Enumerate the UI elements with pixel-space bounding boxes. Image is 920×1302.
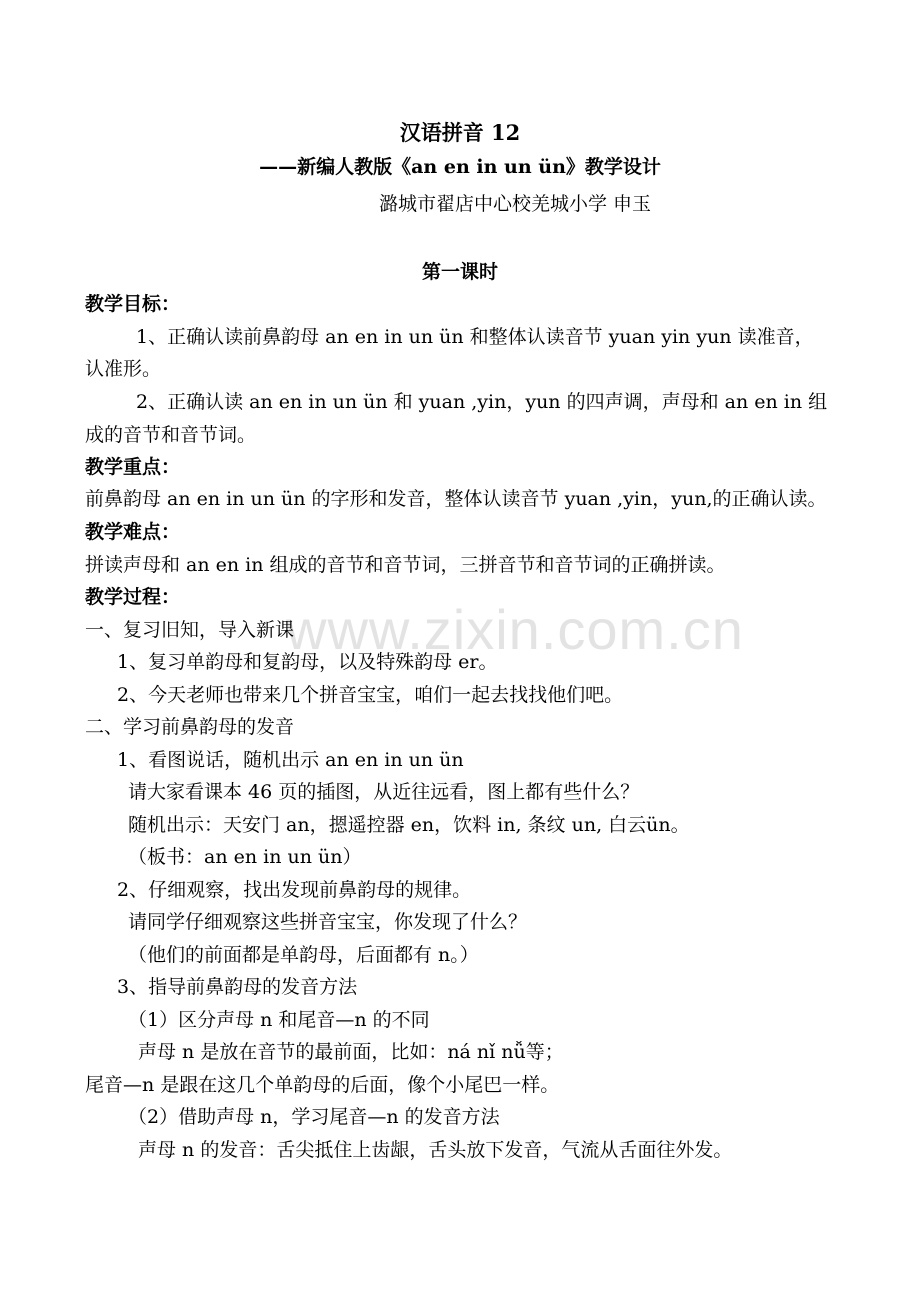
section-2-item-3: 3、指导前鼻韵母的发音方法 <box>117 976 358 998</box>
watermark: www.zixin.com.cn <box>286 598 744 661</box>
difficulties-text: 拼读声母和 an en in 组成的音节和音节词，三拼音节和音节词的正确拼读。 <box>85 554 726 576</box>
section-2-item-1: 1、看图说话，随机出示 an en in un ün <box>117 749 464 771</box>
section-2-item-2: 2、仔细观察，找出发现前鼻韵母的规律。 <box>117 879 472 901</box>
section-2-item-2-a: 请同学仔细观察这些拼音宝宝，你发现了什么？ <box>128 911 528 933</box>
difficulties-heading: 教学难点： <box>85 521 181 543</box>
document-title: 汉语拼音 12 <box>399 120 521 145</box>
section-2-item-3-a: （1）区分声母 n 和尾音—n 的不同 <box>128 1009 430 1031</box>
section-2-item-3-d: （2）借助声母 n，学习尾音—n 的发音方法 <box>128 1106 500 1128</box>
section-1-title: 一、复习旧知，导入新课 <box>85 619 295 641</box>
lesson-heading: 第一课时 <box>421 261 498 283</box>
objectives-heading: 教学目标： <box>85 293 181 315</box>
section-2-item-3-b: 声母 n 是放在音节的最前面，比如：ná nǐ nǚ等； <box>138 1041 564 1063</box>
objective-1: 1、正确认读前鼻韵母 an en in un ün 和整体认读音节 yuan yin yun 读准音， <box>136 326 814 348</box>
key-points-heading: 教学重点： <box>85 456 181 478</box>
objective-1-cont: 认准形。 <box>85 358 162 380</box>
objective-2: 2、正确认读 an en in un ün 和 yuan ,yin，yun 的四声调，声母和 an en in 组 <box>136 391 828 413</box>
section-2-item-3-e: 声母 n 的发音：舌尖抵住上齿龈，舌头放下发音，气流从舌面往外发。 <box>138 1139 733 1161</box>
section-2-item-1-a: 请大家看课本 46 页的插图，从近往远看，图上都有些什么？ <box>128 781 640 803</box>
document-subtitle: ——新编人教版《an en in un ün》教学设计 <box>259 156 661 178</box>
section-2-title: 二、学习前鼻韵母的发音 <box>85 716 295 738</box>
section-2-item-1-c: （板书：an en in un ün） <box>128 846 362 868</box>
section-2-item-2-b: （他们的前面都是单韵母，后面都有 n。） <box>128 944 479 966</box>
section-2-item-3-c: 尾音—n 是跟在这几个单韵母的后面，像个小尾巴一样。 <box>85 1074 560 1096</box>
process-heading: 教学过程： <box>85 586 181 608</box>
section-1-item-1: 1、复习单韵母和复韵母，以及特殊韵母 er。 <box>117 651 498 673</box>
section-1-item-2: 2、今天老师也带来几个拼音宝宝，咱们一起去找找他们吧。 <box>117 684 624 706</box>
section-2-item-1-b: 随机出示：天安门 an，摁遥控器 en，饮料 in, 条纹 un, 白云ün。 <box>128 814 690 836</box>
objective-2-cont: 成的音节和音节词。 <box>85 424 257 446</box>
key-points-text: 前鼻韵母 an en in un ün 的字形和发音，整体认读音节 yuan ,yin，yun,的正确认读。 <box>85 488 827 510</box>
author-line: 潞城市翟店中心校羌城小学 申玉 <box>379 193 652 215</box>
